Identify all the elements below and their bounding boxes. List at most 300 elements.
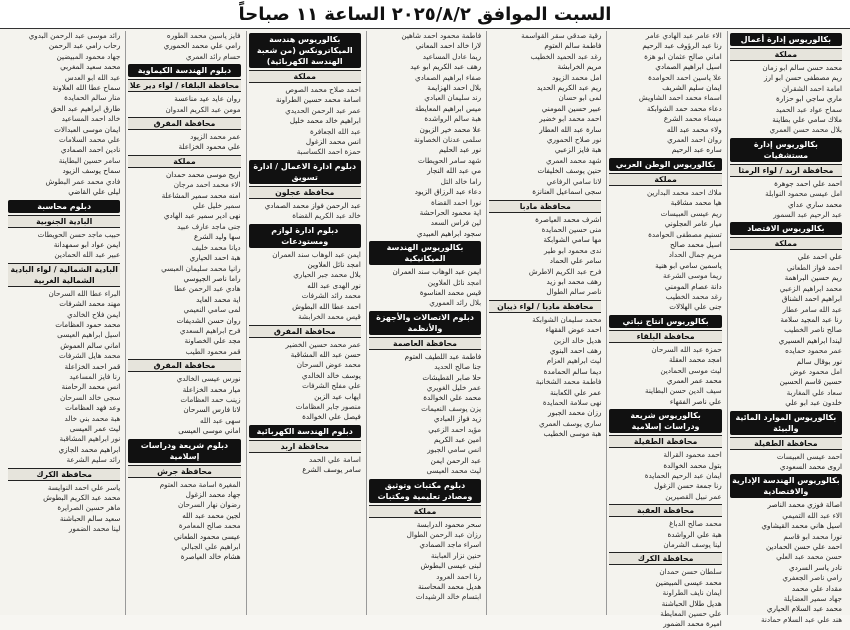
candidate-name: حسين قاسم الحسين <box>779 377 842 387</box>
region-heading: مملكة <box>369 505 481 518</box>
candidate-name: علا محمد خير الزبون <box>419 124 482 134</box>
candidate-name: امجد محمد العقلة <box>668 355 722 365</box>
candidate-name: نهى ادير سمير عبد الهادي <box>163 211 241 221</box>
candidate-name: اريج موسى محمد حمدان <box>165 169 241 179</box>
region-heading: محافظة اربد <box>249 440 361 453</box>
candidate-name: ليلى علي القاضي <box>68 187 121 197</box>
candidate-name: قيس محمد الخرابشة <box>298 312 361 322</box>
column-3 <box>486 31 603 615</box>
program-heading: بكالوريوس شريعة ودراسات إسلامية <box>609 409 721 433</box>
candidate-name: فرح ابراهيم السعدي <box>179 325 241 335</box>
region-heading: محافظة العاصمة <box>369 337 481 350</box>
candidate-name: جهاد سمير العضايلة <box>783 594 842 604</box>
region-heading: البادية الشمالية / لواء البادية الشمالية الغربية <box>8 263 120 287</box>
candidate-name: راما خالد التل <box>440 176 482 186</box>
candidate-name: جهاد محمود المبيضين <box>56 51 121 61</box>
candidate-name: محمد عوض السرحان <box>296 360 361 370</box>
candidate-name: رغد محمد الخطيب <box>665 291 722 301</box>
candidate-name: ندى محمود ابو طير <box>544 245 602 255</box>
candidate-name: محمد عمر العمري <box>666 375 722 385</box>
region-heading: مملكة <box>609 173 721 186</box>
candidate-name: لينا يوسف الشرمان <box>663 540 722 550</box>
candidate-name: محمد صالح الدباغ <box>669 519 722 529</box>
candidate-name: هادي عبد الرحمن عطا <box>174 284 241 294</box>
candidate-name: الاء محمد احمد مرجان <box>173 180 241 190</box>
candidate-name: عبير عبد الله الحمادين <box>54 250 121 260</box>
candidate-name: ايمان نايف الطراونة <box>662 588 722 598</box>
candidate-name: سلمى عدنان الخصاونة <box>413 135 482 145</box>
candidate-name: ايمان موسى العبدالات <box>54 124 121 134</box>
candidate-name: محمد عبد الكريم البطوش <box>43 493 121 503</box>
candidate-name: هيا محمد مشاقبة <box>670 198 722 208</box>
candidate-name: حسام رائد العمري <box>185 51 241 61</box>
candidate-name: اسيل محمد صالح <box>669 239 722 249</box>
candidate-name: نادين احمد الصمادي <box>60 145 121 155</box>
program-heading: بكالوريوس انتاج نباتي <box>609 315 721 328</box>
candidate-name: رهف احمد البنوي <box>549 345 602 355</box>
region-heading: محافظة الكرك <box>609 552 721 565</box>
candidate-name: امين عبد الكريم <box>433 435 482 444</box>
program-heading: دبلوم مكتبات وتوثيق ومصادر تعليمية ومكتبات <box>369 479 481 503</box>
candidate-name: امجد نائل العلاوين <box>427 277 482 287</box>
candidate-name: نور بوقال سالم <box>796 356 842 366</box>
candidate-name: ايمن عبد الوهاب سند العمران <box>392 267 482 277</box>
candidate-name: نور الهدى عبد الله <box>307 280 361 290</box>
candidate-name: حنين نزار العبابنة <box>430 550 482 560</box>
candidate-name: اسراء ماجد الصمادي <box>419 540 482 550</box>
candidate-name: ناصر سالم الطوال <box>546 287 602 297</box>
column-7 <box>6 31 122 615</box>
candidate-name: سجى خالد السرحان <box>60 392 121 402</box>
candidate-name: ماهر حسين الصرايرة <box>57 503 121 513</box>
candidate-name: نورس عيسى الخالدي <box>176 374 241 384</box>
candidate-name: منى حسين الحمايدة <box>541 224 602 234</box>
region-heading: محافظة البلقاء <box>609 330 721 343</box>
candidate-name: سجى اسماعيل العنانزة <box>532 187 602 197</box>
page-title: السبت الموافق ٢٠٢٥/٨/٢ الساعة ١١ صباحاً <box>238 3 612 25</box>
candidate-name: ميار عامر العجلوني <box>664 219 722 229</box>
candidate-name: مقداد علي محمد <box>791 583 842 593</box>
candidate-name: حسن محمد عبد العلي <box>776 552 842 562</box>
candidate-name: عمر نبيل القصيرين <box>665 491 722 501</box>
candidate-name: علي احمد علي <box>797 252 842 262</box>
candidate-name: بلال محمد حسن العمري <box>769 125 842 135</box>
program-heading: بكالوريوس الهندسة الإدارية والاقتصادية <box>730 474 842 498</box>
candidate-name: رضوان نهار السرحان <box>178 500 241 510</box>
region-heading: مملكة <box>730 237 842 250</box>
results-columns <box>6 31 844 629</box>
candidate-name: احمد علي احمد جوهرة <box>774 178 842 188</box>
candidate-name: يزن يوسف النعيمات <box>421 403 482 413</box>
candidate-name: الاء عبد الله التميمي <box>782 510 842 520</box>
candidate-name: منصور جابر العظامات <box>295 401 361 411</box>
candidate-name: عبد الرحمن ايمن <box>430 455 482 465</box>
region-heading: محافظة الطفيلة <box>730 437 842 450</box>
candidate-name: نور صلاح الحموري <box>546 135 602 145</box>
candidate-name: ابراهيم محمد الجازي <box>58 444 121 454</box>
candidate-name: لين فراس السعد <box>430 218 482 228</box>
candidate-name: ريما عادل المساعيد <box>422 51 482 61</box>
candidate-name: ليث ابراهيم العزام <box>546 356 602 366</box>
candidate-name: اسماء محمد احمد الشاويش <box>638 93 722 103</box>
candidate-name: نادر ياسر السردي <box>788 562 842 572</box>
candidate-name: سعيد سالم الحباشنة <box>59 513 121 523</box>
candidate-name: خالد احمد المساعيد <box>61 114 121 124</box>
region-heading: محافظة الطفيلة <box>609 435 721 448</box>
candidate-name: اية محمد العايد <box>196 294 241 304</box>
candidate-name: راما ناصر الجيوسي <box>183 273 241 283</box>
candidate-name: حنين يوسف الخليفات <box>537 166 602 176</box>
candidate-name: عبد الرحمن فواز محمد الصمادي <box>264 200 361 210</box>
candidate-name: ريم عبد الكريم الحديد <box>536 83 602 93</box>
candidate-name: رائد سليم الشرعة <box>66 455 121 465</box>
candidate-name: حسن عبد الله المشاقبة <box>290 349 361 359</box>
program-heading: بكالوريوس الموارد المائية والبيئة <box>730 411 842 435</box>
candidate-name: سارة عبد الله العطار <box>539 124 602 134</box>
candidate-name: اية محمود الحراحشة <box>419 207 482 217</box>
candidate-name: وعد فهد العظامات <box>65 403 121 413</box>
candidate-name: ياسمين سامي ابو هنية <box>655 260 722 270</box>
candidate-name: فاطمة محمود احمد شاهين <box>401 31 482 40</box>
candidate-name: فادي محمد عمر البطوش <box>45 176 121 186</box>
candidate-name: اشرف محمد العياصرة <box>535 214 602 224</box>
candidate-name: مريم الخرابشة <box>557 62 602 72</box>
candidate-name: رائد موسى عبد الرحمن البدوي <box>28 31 121 40</box>
candidate-name: ايمان عبد الرحيم الحمايدة <box>644 471 722 480</box>
candidate-name: ليث عمر العيسى <box>69 424 121 433</box>
candidate-name: رقية صدقي سقر القواسمة <box>521 31 602 40</box>
program-heading: دبلوم محاسبة <box>8 200 120 213</box>
candidate-name: فيصل علي الخوالدة <box>302 412 361 422</box>
candidate-name: ريم حسين البراهمة <box>784 273 842 283</box>
candidate-name: علي حسين المعايطة <box>660 609 722 619</box>
program-heading: دبلوم شريعة ودراسات إسلامية <box>128 439 240 463</box>
candidate-name: امجد نائل العلاوين <box>307 260 361 270</box>
candidate-name: سامر علي الحماد <box>549 256 602 266</box>
program-heading: دبلوم الاتصالات والأجهزة والأنظمة <box>369 311 481 335</box>
candidate-name: بلال محمد جبر الحياري <box>293 270 361 280</box>
candidate-name: مي عبد الله النجار <box>427 166 482 176</box>
candidate-name: رهف محمد ابو زيد <box>546 276 602 286</box>
candidate-name: رنا عبد المجيد سلامة <box>780 314 842 324</box>
candidate-name: ليث محمد العيسى <box>426 466 482 476</box>
candidate-name: هبة علي الرواشدة <box>667 529 722 539</box>
program-heading: بكالوريوس إدارة أعمال <box>730 33 842 46</box>
candidate-name: ريما موسى الشرعة <box>663 271 722 281</box>
candidate-name: محمد حسن سالم ابو زمان <box>762 63 842 72</box>
candidate-name: فاطمة عبد اللطيف العتوم <box>404 351 482 361</box>
candidate-name: شهد سامر الحويطات <box>418 155 482 165</box>
candidate-name: مومن عبد الكريم العدوان <box>165 104 241 114</box>
candidate-name: هند علي عبد السلام حمادنة <box>761 614 842 624</box>
candidate-name: ريم عيسى العبيسات <box>660 208 722 218</box>
candidate-name: ابراهيم خالد محمد خليل <box>289 116 361 126</box>
candidate-name: رنا احمد العرود <box>436 571 482 581</box>
region-heading: مملكة <box>249 70 361 83</box>
candidate-name: اماني صالح عثمان ابو هزة <box>644 51 722 61</box>
candidate-name: اروى محمد السعودي <box>779 461 842 471</box>
candidate-name: رامي ناصر الجعفري <box>782 573 842 583</box>
candidate-name: لمى سامي النعيمي <box>183 305 241 315</box>
region-heading: محافظة المفرق <box>128 117 240 130</box>
candidate-name: عبير حسين المومني <box>541 103 602 113</box>
candidate-name: اماني موسى العيسى <box>178 426 241 436</box>
candidate-name: ماري ساجي ابو حزارة <box>776 94 842 104</box>
column-4 <box>366 31 483 615</box>
candidate-name: ملاك سامي علي بطاينة <box>772 115 842 125</box>
region-heading: محافظة مادبا / لواء ذيبان <box>489 300 601 313</box>
candidate-name: هبة سالم الرواشدة <box>424 114 482 124</box>
candidate-name: مهند محمد الشرفات <box>59 299 121 309</box>
candidate-name: جنا صالح الحديد <box>434 362 482 372</box>
candidate-name: قمر احمد الخزاعلة <box>64 361 121 371</box>
candidate-name: هديل محمد المحاسنة <box>417 582 482 592</box>
candidate-name: عمر محمود حمايده <box>785 346 842 356</box>
candidate-name: مريم جمال الحداد <box>668 250 722 260</box>
candidate-name: اميرة محمد الضمور <box>663 619 722 629</box>
candidate-name: ابراهيم احمد الشناق <box>781 294 842 304</box>
candidate-name: لمى ابو حسان <box>558 93 602 103</box>
candidate-name: حبيب ماجد حسن الحويطات <box>37 229 121 239</box>
candidate-name: ميار محمد الخزاعلة <box>182 384 241 394</box>
candidate-name: انس محمد الرحامنة <box>61 382 121 392</box>
candidate-name: احمد عطا الله البطوش <box>292 301 361 311</box>
candidate-name: امنه محمد سمير المشاعلة <box>161 190 241 200</box>
region-heading: مملكة <box>730 48 842 61</box>
candidate-name: احمد صلاح محمد الصوص <box>285 85 361 94</box>
candidate-name: البراء عطا الله السرحان <box>48 288 121 298</box>
candidate-name: محمد صالح المعامرة <box>178 521 241 531</box>
region-heading: مملكة <box>128 155 240 168</box>
candidate-name: مؤيد احمد الزعبي <box>428 424 482 434</box>
candidate-name: سعاد علي المغاربة <box>786 387 842 397</box>
candidate-name: رند سليمان العبادي <box>424 93 482 103</box>
candidate-name: رهف عبد الكريم ابو عيد <box>410 62 482 72</box>
region-heading: محافظة عجلون <box>249 186 361 199</box>
candidate-name: احمد علي حسن الحمادين <box>765 542 842 551</box>
candidate-name: سيف الدين حسن البطاينة <box>645 386 722 396</box>
candidate-name: محمد سعيد المغربي <box>60 62 121 72</box>
candidate-name: محمد رائد الشرفات <box>301 291 361 301</box>
candidate-name: طارق ابراهيم عبد الحق <box>50 103 121 113</box>
candidate-name: بلال رائد العموري <box>429 298 482 308</box>
candidate-name: اصالة فوزي محمد الناصر <box>767 500 842 510</box>
candidate-name: سماح يوسف الزيود <box>62 166 121 176</box>
candidate-name: محمد عيسى المبيضين <box>655 577 722 587</box>
candidate-name: ايمن عبد الوهاب سند العمران <box>272 249 361 259</box>
candidate-name: عمر محمد الزيود <box>190 132 241 142</box>
candidate-name: احمد عيسى العبيسات <box>776 451 842 461</box>
candidate-name: محمد ساري عداي <box>788 199 842 209</box>
candidate-name: رنا جمعة حسن الزغول <box>654 481 722 491</box>
candidate-name: فاطمة سالم العتوم <box>544 41 602 51</box>
candidate-name: هديل خالد الزبن <box>553 335 602 345</box>
candidate-name: دعاء عبد الرزاق الزيود <box>414 187 482 197</box>
candidate-name: قيس محمد العناسوة <box>419 287 482 297</box>
candidate-name: لارا خالد احمد المعاني <box>415 41 482 51</box>
candidate-name: مجد علي الخصاونة <box>184 336 241 346</box>
candidate-name: رنا فايز المساعيد <box>69 371 121 381</box>
candidate-name: اسيل ابراهيم العيسى <box>57 330 121 340</box>
candidate-name: هبة موسى الخطيب <box>543 429 602 439</box>
candidate-name: احمد محمد ابو خضير <box>539 114 602 124</box>
candidate-name: ساري يوسف العمري <box>538 418 602 428</box>
candidate-name: يوسف خالد الخالدي <box>301 370 361 380</box>
program-heading: بكالوريوس الاقتصاد <box>730 222 842 235</box>
candidate-name: محمد حمود العظامات <box>55 319 121 329</box>
candidate-name: سماح عواد عبد الحميد <box>775 104 842 114</box>
region-heading: محافظة مادبا <box>489 200 601 213</box>
candidate-name: رحاب رامي عبد الرحمن <box>48 41 121 51</box>
column-1 <box>727 31 844 624</box>
candidate-name: ايمان سليم الشريف <box>662 83 722 93</box>
program-heading: بكالوريوس الوطن العربي <box>609 158 721 171</box>
region-heading: محافظة البلقاء / لواء دير علا <box>129 81 240 91</box>
candidate-name: اماني سالم العموش <box>60 340 121 350</box>
candidate-name: نورا محمد ابو قاسم <box>783 531 842 541</box>
candidate-name: روان حسن الشديفات <box>176 315 241 325</box>
candidate-name: جهاد محمد الزغول <box>185 490 241 499</box>
candidate-name: نور ابراهيم المشاقبة <box>59 434 121 444</box>
candidate-name: ايهاب عيد الزبن <box>314 391 361 401</box>
candidate-name: ايمن فلاح الخالدي <box>67 309 121 319</box>
region-heading: محافظة المفرق <box>128 359 240 372</box>
candidate-name: بتول محمد الخوالدة <box>663 460 722 470</box>
candidate-name: لينا محمد الضمور <box>68 524 121 534</box>
candidate-name: عبد الرحيم عبد السمور <box>773 210 842 220</box>
candidate-name: امامة احمد الشقران <box>781 83 842 93</box>
candidate-name: سلطان حسن حمدان <box>659 567 722 577</box>
program-heading: دبلوم الهندسة الكهربائية <box>249 425 361 438</box>
candidate-name: فايز ياسين محمد الطوره <box>166 31 241 40</box>
candidate-name: ملاك احمد محمد البدارين <box>646 187 722 197</box>
candidate-name: لانا فارس السرحان <box>183 405 241 415</box>
candidate-name: فرح عبد الكريم الاطرش <box>528 266 602 276</box>
candidate-name: ياسر علي احمد النوايسة <box>47 482 121 492</box>
candidate-name: لبنى عيسى البطوش <box>420 561 482 571</box>
candidate-name: محمد علي الخوالدة <box>423 393 482 403</box>
program-heading: دبلوم الهندسة الكيماوية <box>128 64 240 77</box>
candidate-name: علي مفلح الشرفات <box>302 381 361 391</box>
candidate-name: الاء عامر عبد الهادي عامر <box>645 31 722 40</box>
candidate-name: امل محمود عوض <box>789 366 842 376</box>
candidate-name: ريم مصطفى حسن ابو ارز <box>764 73 842 83</box>
candidate-name: رامي علي محمد الحموري <box>163 41 241 51</box>
candidate-name: احمد عوض الفقهاء <box>545 325 602 335</box>
candidate-name: سامر يوسف الشرع <box>302 465 361 475</box>
candidate-name: انس محمد الزغول <box>305 137 361 147</box>
candidate-name: سامر حسين البطاينة <box>58 155 121 165</box>
program-heading: دبلوم ادارة الاعمال / ادارة تسويق <box>249 160 361 184</box>
candidate-name: ولاء محمد عبد الله <box>666 124 722 134</box>
candidate-name: شهد محمد العمري <box>545 155 602 165</box>
candidate-name: علا ياسين احمد الحوامدة <box>648 72 722 82</box>
candidate-name: رنا عبد الرؤوف عبد الرحيم <box>642 41 722 51</box>
candidate-name: جنى علي الهلالات <box>669 302 722 312</box>
region-heading: محافظة الكرك <box>8 468 120 481</box>
candidate-name: علي محمود الخزاعلة <box>178 142 241 152</box>
candidate-name: امل محمد الزيود <box>552 72 602 82</box>
candidate-name: صالح ناصر الخطيب <box>784 325 842 335</box>
candidate-name: زيد فواز العبادي <box>433 414 482 424</box>
region-heading: البادية الجنوبية <box>8 215 120 228</box>
candidate-name: اسيل هاني محمد القيشاوي <box>761 521 842 531</box>
candidate-name: سمير خليل علي <box>192 201 241 211</box>
candidate-name: احمد فواز الطعاني <box>786 262 842 272</box>
candidate-name: رانيا محمد سليمان العبسي <box>161 263 241 273</box>
program-heading: بكالوريوس إدارة مستشفيات <box>730 138 842 162</box>
candidate-name: علي محمد السلامات <box>58 135 121 145</box>
candidate-name: هبة فايز الزعبي <box>554 145 602 155</box>
column-6 <box>125 31 242 615</box>
candidate-name: حمزة احمد الكساسبة <box>296 147 361 157</box>
candidate-name: ميس ابراهيم المعايطة <box>414 103 482 113</box>
candidate-name: ايمن عواد ابو سمهدانة <box>53 239 121 249</box>
candidate-name: تسنيم مصطفى الحوامدة <box>648 229 722 239</box>
candidate-name: دعاء محمد حمد الشوابكة <box>646 103 722 113</box>
candidate-name: محمد عبد السلام الحياري <box>766 604 842 614</box>
candidate-name: محمد ابراهيم الزعبي <box>779 283 842 293</box>
candidate-name: عمر خليل الغويري <box>426 382 482 392</box>
candidate-name: سهى عبد الله <box>200 415 241 425</box>
candidate-name: هبة محمد بني خالد <box>64 413 121 423</box>
candidate-name: عمر عبد الرحمن الحديدي <box>285 105 361 115</box>
candidate-name: رزان محمد الجبور <box>548 408 602 418</box>
candidate-name: سها وليد الشرع <box>194 232 241 242</box>
candidate-name: سجود ابراهيم العبيدي <box>416 228 482 238</box>
candidate-name: روان عايد عيد مناعسة <box>174 94 241 104</box>
candidate-name: انس سامي الجبور <box>427 445 482 455</box>
program-heading: بكالوريوس الهندسة الميكانيكية <box>369 241 481 265</box>
candidate-name: دانة عصام المومني <box>664 281 722 291</box>
candidate-name: مها سامي الشوابكة <box>543 235 602 245</box>
candidate-name: اسيل ابراهيم الصمادي <box>655 62 722 72</box>
region-heading: محافظة اربد / لواء الرمثا <box>730 164 842 177</box>
candidate-name: محمد هايل الشرفات <box>58 351 121 361</box>
candidate-name: ديما سالم الحمامدة <box>543 366 602 376</box>
candidate-name: بلال احمد الهزايمة <box>427 83 482 93</box>
candidate-name: احمد محمود القرالة <box>663 450 722 460</box>
candidate-name: ساره عبد الرحيم <box>671 145 722 155</box>
candidate-name: لانا سامي الرفاعي <box>546 176 602 186</box>
candidate-name: عمر محمد حسين الخضير <box>285 339 361 349</box>
candidate-name: منار سالم الحمايدة <box>64 93 121 103</box>
candidate-name: رزان عبد الرحمن الطوال <box>406 530 482 540</box>
column-2 <box>606 31 723 629</box>
candidate-name: عبد الله سامر عطار <box>782 304 842 314</box>
candidate-name: هشام خالد العياصرة <box>180 552 241 562</box>
candidate-name: قمر محمود الطيب <box>185 346 241 356</box>
candidate-name: لجين محمد عبد الله <box>182 510 241 520</box>
candidate-name: فاطمة محمد الشخانبة <box>535 377 602 387</box>
candidate-name: ليندا ابراهيم العسيري <box>778 335 842 345</box>
candidate-name: حلا صابر القطيشات <box>422 372 482 382</box>
candidate-name: رغد عبد الحميد الخطيب <box>530 51 602 61</box>
candidate-name: اسامة علي الحمد <box>308 454 361 464</box>
candidate-name: عيسى محمود الطعاني <box>173 531 241 541</box>
candidate-name: عبد الله الجعافرة <box>310 126 361 136</box>
program-heading: بكالوريوس هندسة الميكاترونكس (من شعبة الهندسة الكهربائية) <box>249 33 361 68</box>
candidate-name: اسامة محمد حسين الطراونة <box>275 95 361 105</box>
candidate-name: زينب حمد العظامات <box>180 394 241 404</box>
column-5 <box>246 31 363 615</box>
candidate-name: ميساء محمد الشرع <box>663 114 722 124</box>
candidate-name: عمر علي الكعابنة <box>549 387 602 397</box>
candidate-name: جنى ماجد عارف عبيد <box>177 221 241 231</box>
candidate-name: خلدون عبد ابو علي <box>785 398 842 408</box>
candidate-name: سحر محمود الدرابسة <box>416 519 482 529</box>
candidate-name: روان احمد العمري <box>667 135 722 145</box>
